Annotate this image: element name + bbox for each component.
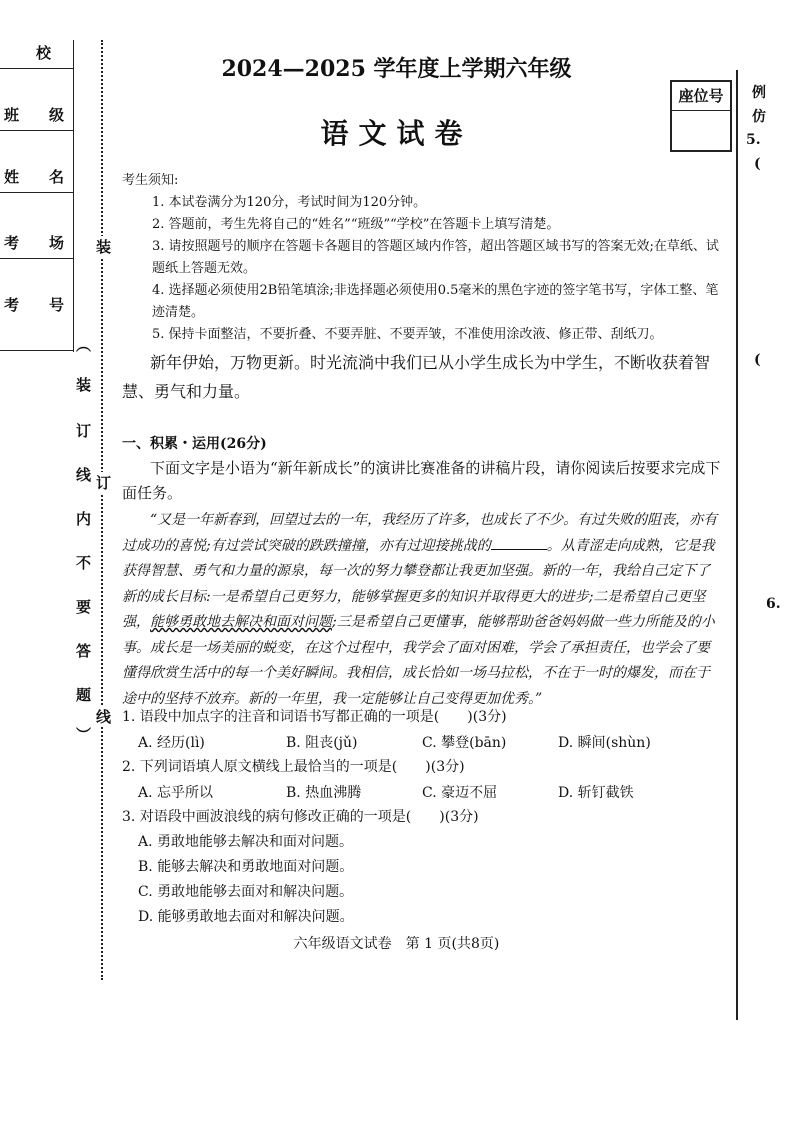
binding-side-char: 订 bbox=[96, 474, 112, 492]
right-fragment: ( bbox=[754, 156, 761, 172]
binding-label-room: 考 场 bbox=[4, 234, 65, 252]
option-d: D. 能够勇敢地去面对和解决问题。 bbox=[138, 909, 354, 925]
binding-side-char: 装 bbox=[96, 238, 112, 256]
notice-heading: 考生须知: bbox=[122, 173, 179, 188]
option-a: A. 经历(lì) bbox=[138, 735, 205, 751]
binding-vertical-char: 内 bbox=[76, 510, 92, 528]
question-stem: 1. 语段中加点字的注音和词语书写都正确的一项是( )(3分) bbox=[122, 709, 507, 725]
binding-vertical-char: 题 bbox=[76, 686, 92, 704]
question-stem: 2. 下列词语填人原文横线上最恰当的一项是( )(3分) bbox=[122, 759, 465, 775]
notice-item: 1. 本试卷满分为120分，考试时间为120分钟。 bbox=[152, 195, 427, 210]
binding-divider bbox=[0, 192, 74, 193]
reading-passage bbox=[122, 508, 722, 712]
section-title: 一、积累・运用(26分) bbox=[122, 436, 267, 452]
binding-label-school: 校 bbox=[36, 44, 52, 62]
binding-vertical-char: 订 bbox=[76, 422, 92, 440]
option-a: A. 忘乎所以 bbox=[138, 785, 214, 801]
binding-vertical-char: 答 bbox=[76, 642, 92, 660]
binding-side-char: 线 bbox=[96, 708, 112, 726]
intro-paragraph: 新年伊始，万物更新。时光流淌中我们已从小学生成长为中学生，不断收获着智慧、勇气和力量。 bbox=[122, 353, 711, 401]
option-b: B. 阻丧(jǔ) bbox=[286, 735, 358, 751]
option-c: C. 攀登(bān) bbox=[422, 735, 507, 751]
right-fragment: 例 bbox=[752, 85, 766, 101]
right-fragment: 6. bbox=[766, 596, 781, 612]
right-page-border bbox=[736, 70, 738, 1020]
option-c: C. 豪迈不屈 bbox=[422, 785, 498, 801]
section-task: 下面文字是小语为“新年新成长”的演讲比赛准备的讲稿片段，请你阅读后按要求完成下面任务。 bbox=[122, 459, 721, 502]
binding-divider bbox=[0, 258, 74, 259]
seat-number-box bbox=[670, 80, 732, 152]
exam-subject: 语文试卷 bbox=[320, 117, 473, 150]
notice-item: 5. 保持卡面整洁，不要折叠、不要弄脏、不要弄皱，不准使用涂改液、修正带、刮纸刀。 bbox=[152, 327, 663, 342]
page-footer: 六年级语文试卷 第 1 页(共8页) bbox=[293, 936, 500, 952]
seat-number-label: 座位号 bbox=[672, 82, 730, 111]
right-fragment: ( bbox=[754, 352, 761, 368]
binding-dotted-line bbox=[101, 40, 103, 980]
wavy-underlined-sentence: 能够勇敢地去解决和面对问题 bbox=[150, 614, 332, 630]
passage-text: ;三是希望自己更懂事，能够帮助爸爸妈妈做一些力所能及的小事。成长是一场美丽的蜕变，在这个过程中，我学会了面对困难，学会了承担责任，也学会了要懂得欣赏生活中的每一个美好瞬间。我相信，成长恰如一场马拉松，不在于一时的爆发，而在于途中的坚持不放弃。新的一年里，我一定能够让自己变得更加优秀。” bbox=[122, 614, 715, 707]
binding-vertical-char: 装 bbox=[76, 376, 92, 394]
binding-label-name: 姓 名 bbox=[4, 168, 65, 186]
right-fragment: 仿 bbox=[752, 109, 766, 125]
exam-title: 2024—2025 学年度上学期六年级 bbox=[221, 56, 572, 82]
option-b: B. 热血沸腾 bbox=[286, 785, 362, 801]
fill-blank bbox=[491, 549, 547, 550]
binding-vertical-char: 线 bbox=[76, 466, 92, 484]
option-b: B. 能够去解决和勇敢地面对问题。 bbox=[138, 859, 354, 875]
passage-text: 。从青涩走向成熟，它是我获得智慧、勇气和力量的源泉，每一次的努力攀登都让我更加坚强。新的一年，我给自己定下了新的成长目标:一是希望自己更努力，能够掌握更多的知识并取得更大的进步;二是希望自己更坚强， bbox=[122, 537, 715, 630]
option-d: D. 斩钉截铁 bbox=[558, 785, 634, 801]
option-d: D. 瞬间(shùn) bbox=[558, 735, 651, 751]
question-stem: 3. 对语段中画波浪线的病句修改正确的一项是( )(3分) bbox=[122, 809, 479, 825]
notice-item: 4. 选择题必须使用2B铅笔填涂;非选择题必须使用0.5毫米的黑色字迹的签字笔书写，字体工整、笔迹清楚。 bbox=[152, 283, 719, 320]
binding-label-id: 考 号 bbox=[4, 296, 65, 314]
binding-bracket-open: ︵ bbox=[76, 336, 92, 354]
option-a: A. 勇敢地能够去解决和面对问题。 bbox=[138, 834, 354, 850]
binding-divider bbox=[0, 350, 74, 351]
passage-text: “又是一年新春到，回望过去的一年，我经历了许多，也成长了不少。有过失败的阻丧，亦有过成功的喜悦;有过尝试突破的跌跌撞撞，亦有过迎接挑战的 bbox=[122, 512, 718, 554]
binding-bracket-close: ︶ bbox=[76, 726, 92, 744]
notice-item: 2. 答题前，考生先将自己的“姓名”“班级”“学校”在答题卡上填写清楚。 bbox=[152, 217, 560, 232]
binding-label-class: 班 级 bbox=[4, 106, 65, 124]
option-c: C. 勇敢地能够去面对和解决问题。 bbox=[138, 884, 354, 900]
binding-vertical-char: 不 bbox=[76, 554, 92, 572]
binding-vertical-char: 要 bbox=[76, 598, 92, 616]
right-fragment: 5. bbox=[746, 132, 761, 148]
notice-item: 3. 请按照题号的顺序在答题卡各题目的答题区域内作答，超出答题区域书写的答案无效;在草纸、试题纸上答题无效。 bbox=[152, 239, 719, 276]
exam-notice bbox=[122, 170, 722, 346]
